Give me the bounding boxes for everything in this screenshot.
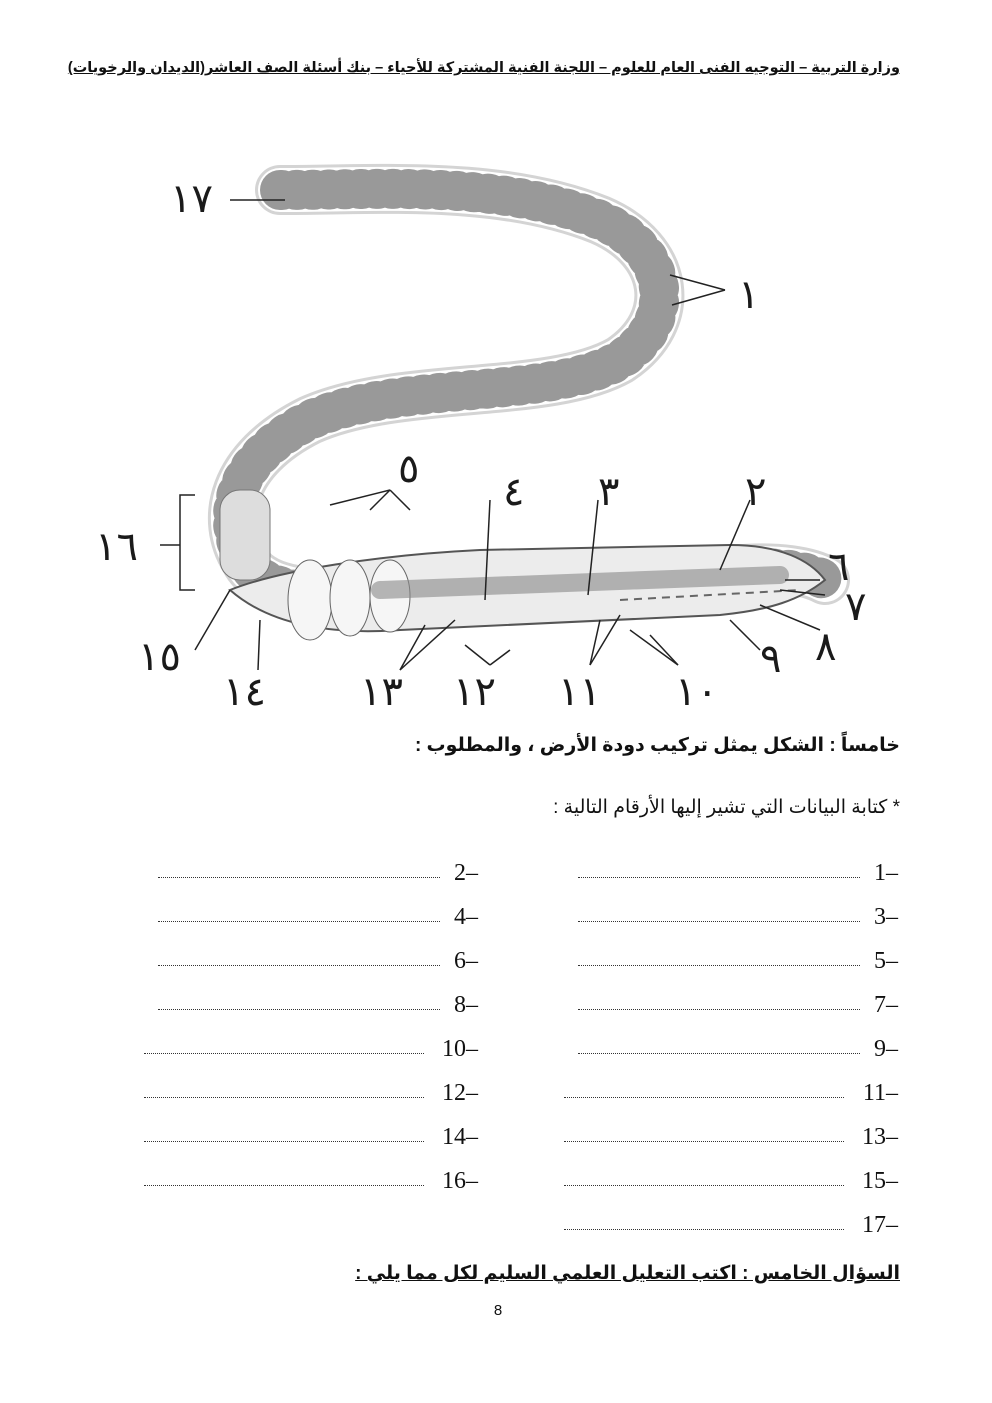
answer-item-14[interactable]: 14– xyxy=(140,1124,478,1154)
answer-item-7[interactable]: 7– xyxy=(570,992,898,1022)
figure-label-8: ٨ xyxy=(815,624,837,670)
answer-item-9[interactable]: 9– xyxy=(570,1036,898,1066)
figure-label-6: ٦ xyxy=(828,544,850,590)
answer-item-5[interactable]: 5– xyxy=(570,948,898,978)
page-number: 8 xyxy=(493,1302,503,1319)
clitellum xyxy=(220,490,270,580)
figure-label-3: ٣ xyxy=(598,469,620,515)
answer-item-11[interactable]: 11– xyxy=(560,1080,898,1110)
answer-item-17[interactable]: 17– xyxy=(560,1212,898,1242)
answer-item-4[interactable]: 4– xyxy=(150,904,478,934)
answer-item-3[interactable]: 3– xyxy=(570,904,898,934)
answer-item-8[interactable]: 8– xyxy=(150,992,478,1022)
answer-item-12[interactable]: 12– xyxy=(140,1080,478,1110)
figure-label-4: ٤ xyxy=(503,469,525,515)
answer-item-6[interactable]: 6– xyxy=(150,948,478,978)
page-header: وزارة التربية – التوجيه الفنى العام للعلوم – اللجنة الفنية المشتركة للأحياء – بنك أسئلة الصف العاشر(الديدان والرخويات) xyxy=(67,60,900,76)
figure-label-12: ١٢ xyxy=(453,669,496,715)
question-instruction: * كتابة البيانات التي تشير إليها الأرقام التالية : xyxy=(553,797,900,818)
answer-item-1[interactable]: 1– xyxy=(570,860,898,890)
figure-label-1: ١ xyxy=(738,272,760,318)
answer-item-10[interactable]: 10– xyxy=(140,1036,478,1066)
figure-label-16: ١٦ xyxy=(95,524,138,570)
figure-label-14: ١٤ xyxy=(223,669,266,715)
question-title: خامساً : الشكل يمثل تركيب دودة الأرض ، والمطلوب : xyxy=(414,735,900,756)
figure-label-17: ١٧ xyxy=(170,176,213,222)
figure-label-9: ٩ xyxy=(760,636,782,682)
figure-label-5: ٥ xyxy=(398,446,420,492)
question-five-heading: السؤال الخامس : اكتب التعليل العلمي السليم لكل مما يلي : xyxy=(355,1263,900,1284)
answer-item-13[interactable]: 13– xyxy=(560,1124,898,1154)
figure-label-11: ١١ xyxy=(558,669,601,715)
figure-label-7: ٧ xyxy=(845,584,867,630)
figure-label-15: ١٥ xyxy=(138,634,181,680)
earthworm-diagram xyxy=(80,160,880,720)
figure-label-13: ١٣ xyxy=(360,669,403,715)
figure-label-10: ١٠ xyxy=(675,669,718,715)
answer-item-15[interactable]: 15– xyxy=(560,1168,898,1198)
answer-item-2[interactable]: 2– xyxy=(150,860,478,890)
answer-item-16[interactable]: 16– xyxy=(140,1168,478,1198)
figure-label-2: ٢ xyxy=(745,469,767,515)
